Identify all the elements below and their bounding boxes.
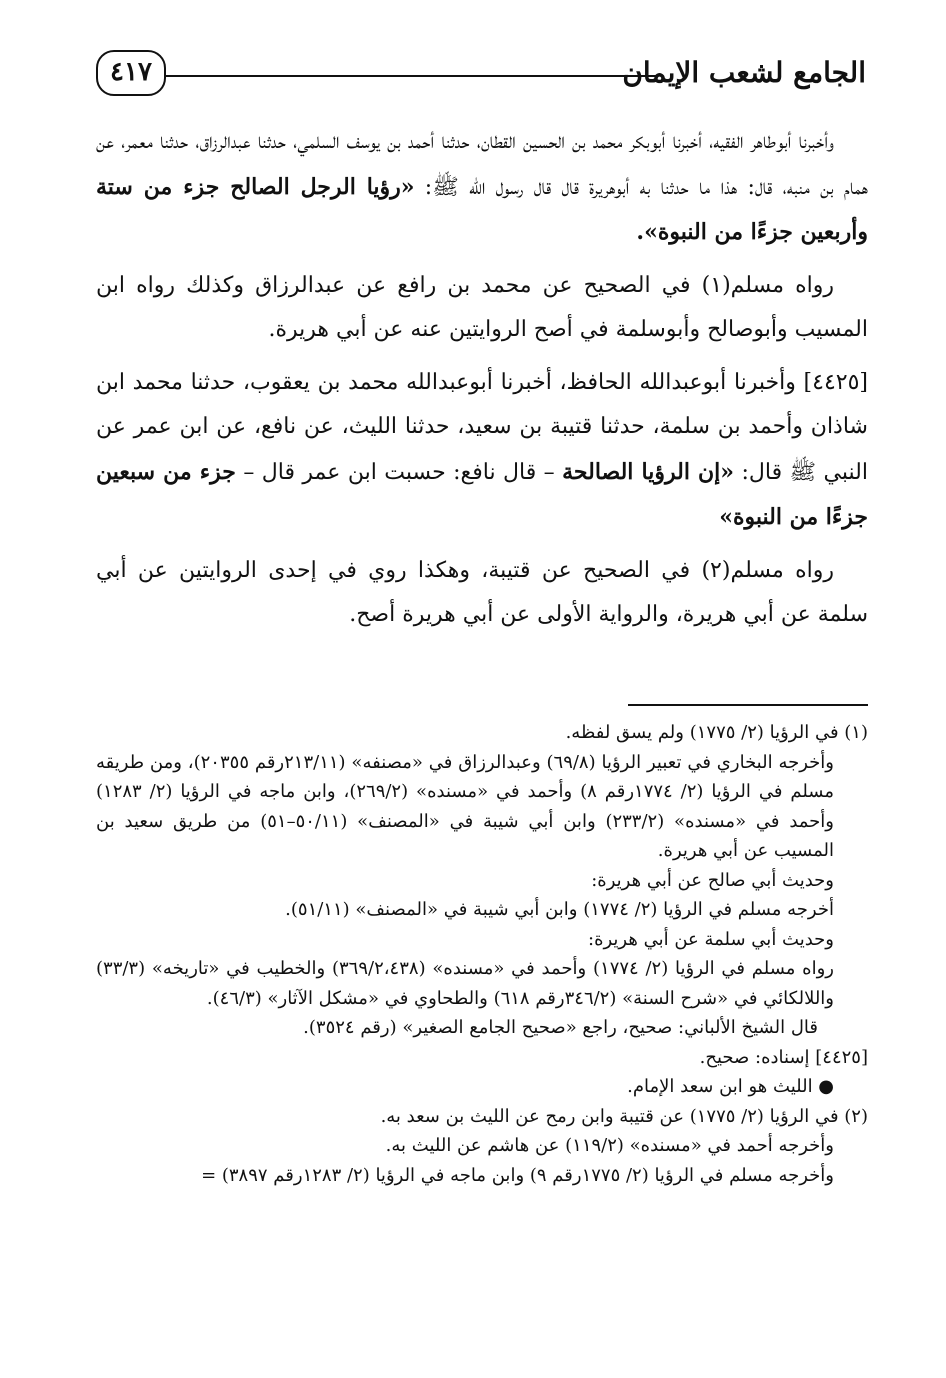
paragraph-3-chain: [٤٤٢٥] وأخبرنا أبوعبدالله الحافظ، أخبرنا أبوعبدالله محمد بن يعقوب، حدثنا محمد ابن شاذان وأحمد بن سلمة، حدثنا قتيبة بن سعيد، حدثنا الليث، عن نافع، عن ابن عمر عن النبي ﷺ قال: <box>96 369 868 485</box>
footnote-1-takhrij: وأخرجه البخاري في تعبير الرؤيا (٦٩/٨) وعبدالرزاق في «مصنفه» (٢١٣/١١رقم ٢٠٣٥٥)، ومن طريقه مسلم في الرؤيا (٢/ ١٧٧٤رقم ٨) وأحمد في «مسنده» (٢٦٩/٢)، وابن ماجه في الرؤيا (٢/ ١٢٨٣) وأحمد في «مسنده» (٢٣٣/٢) وابن أبي شيبة في «المصنف» (٥٠/١١–٥١) من طريق سعيد بن المسيب عن أبي هريرة. <box>96 751 835 861</box>
footnote-1-abu-salama-heading: وحديث أبي سلمة عن أبي هريرة: <box>588 928 834 950</box>
paragraph-1 <box>96 120 868 256</box>
footnote-1-abu-salih-heading: وحديث أبي صالح عن أبي هريرة: <box>591 869 834 891</box>
page-header <box>96 50 866 102</box>
footnote-layth: ● الليث هو ابن سعد الإمام. <box>627 1076 834 1097</box>
paragraph-2: رواه مسلم(١) في الصحيح عن محمد بن رافع عن عبدالرزاق وكذلك رواه ابن المسيب وأبوصالح وأبوسلمة في أصح الروايتين عنه عن أبي هريرة. <box>96 272 868 342</box>
footnote-1-abu-salih: أخرجه مسلم في الرؤيا (٢/ ١٧٧٤) وابن أبي شيبة في «المصنف» (٥١/١١). <box>285 899 834 920</box>
footnote-1-abu-salama: رواه مسلم في الرؤيا (٢/ ١٧٧٤) وأحمد في «مسنده» (٣٦٩/٢،٤٣٨) والخطيب في «تاريخه» (٣٣/٣) واللالكائي في «شرح السنة» (٣٤٦/٢رقم ٦١٨) والطحاوي في «مشكل الآثار» (٤٦/٣). <box>96 958 834 1009</box>
page-number: ٤١٧ <box>96 50 166 96</box>
paragraph-1-hadith: «رؤيا الرجل الصالح جزء من ستة وأربعين جزءًا من النبوة». <box>96 173 868 245</box>
footnote-2-ahmad: وأخرجه أحمد في «مسنده» (١١٩/٢) عن هاشم عن الليث به. <box>385 1135 834 1156</box>
footnote-isnad: [٤٤٢٥] إسناده: صحيح. <box>699 1046 868 1068</box>
header-rule <box>166 75 658 77</box>
paragraph-3-interjection: – قال نافع: حسبت ابن عمر قال – <box>235 459 563 485</box>
paragraph-3-hadith-start: «إن الرؤيا الصالحة <box>562 458 735 485</box>
paragraph-4: رواه مسلم(٢) في الصحيح عن قتيبة، وهكذا روي في إحدى الروايتين عن أبي سلمة عن أبي هريرة، والرواية الأولى عن أبي هريرة أصح. <box>96 557 868 627</box>
paragraph-3 <box>96 361 868 541</box>
paragraph-1-chain: وأخبرنا أبوطاهر الفقيه، أخبرنا أبوبكر محمد بن الحسين القطان، حدثنا أحمد بن يوسف السلمي، حدثنا عبدالرزاق، حدثنا معمر، عن همام بن منبه، قال: هذا ما حدثنا به أبوهريرة قال قال رسول الله ﷺ: <box>96 129 868 200</box>
footnote-separator <box>628 704 868 706</box>
footnote-1-albani: قال الشيخ الألباني: صحيح، راجع «صحيح الجامع الصغير» (رقم ٣٥٢٤). <box>303 1017 818 1038</box>
running-title: الجامع لشعب الإيمان <box>622 56 866 89</box>
main-text <box>96 120 868 646</box>
footnote-1: (١) في الرؤيا (٢/ ١٧٧٥) ولم يسق لفظه. <box>565 722 868 743</box>
footnote-2: (٢) في الرؤيا (٢/ ١٧٧٥) عن قتيبة وابن رمح عن الليث بن سعد به. <box>380 1105 868 1127</box>
paragraph-3-hadith-end: جزء من سبعين جزءًا من النبوة» <box>96 458 868 530</box>
footnotes <box>96 718 868 1190</box>
footnote-2-muslim: وأخرجه مسلم في الرؤيا (٢/ ١٧٧٥رقم ٩) وابن ماجه في الرؤيا (٢/ ١٢٨٣رقم ٣٨٩٧) = <box>201 1164 834 1186</box>
